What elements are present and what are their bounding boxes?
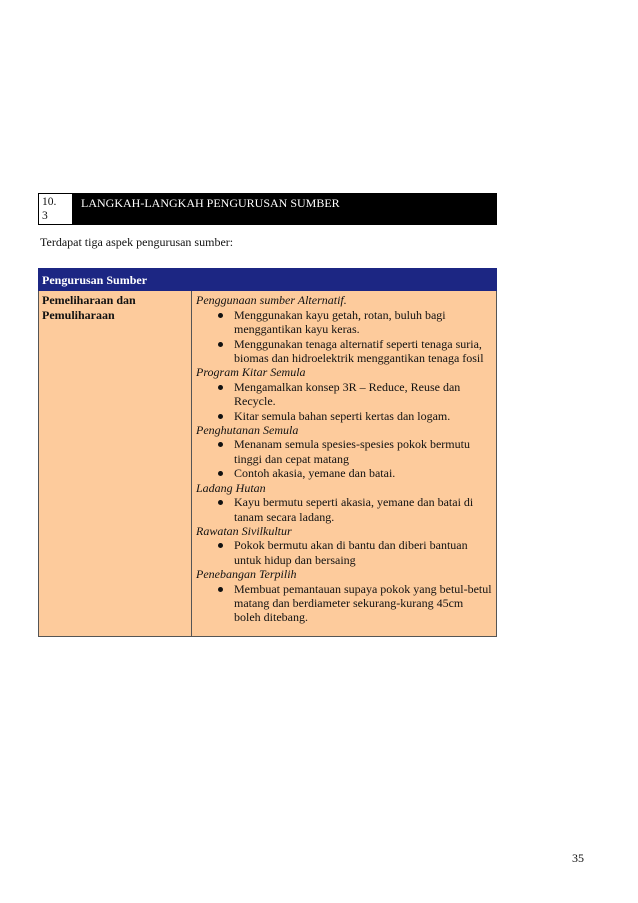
group-title: Rawatan Sivilkultur — [196, 523, 292, 538]
group-title: Penggunaan sumber Alternatif. — [196, 293, 347, 308]
category-cell: Pemeliharaan dan Pemuliharaan — [39, 291, 192, 636]
resource-management-table — [38, 268, 497, 637]
list-item: Pokok bermutu akan di bantu dan diberi bantuan untuk hidup dan bersaing — [196, 538, 492, 567]
table-header-row — [39, 269, 497, 291]
group-selective-logging — [196, 567, 492, 625]
group-alternative — [196, 293, 492, 365]
section-number: 10. 3 — [39, 194, 72, 224]
group-forest-plantation — [196, 481, 492, 524]
group-recycling — [196, 365, 492, 423]
list-item: Membuat pemantauan supaya pokok yang betul-betul matang dan berdiameter sekurang-kurang 45cm boleh ditebang. — [196, 582, 492, 625]
table-header: Pengurusan Sumber — [39, 269, 497, 291]
list-item: Menggunakan tenaga alternatif seperti tenaga suria, biomas dan hidroelektrik menggantikan tenaga fosil — [196, 337, 492, 366]
section-title: LANGKAH-LANGKAH PENGURUSAN SUMBER — [72, 194, 496, 224]
list-item: Mengamalkan konsep 3R – Reduce, Reuse dan Recycle. — [196, 380, 492, 409]
group-silviculture — [196, 524, 492, 567]
list-item: Kayu bermutu seperti akasia, yemane dan batai di tanam secara ladang. — [196, 495, 492, 524]
page-number: 35 — [572, 851, 584, 865]
list-item: Menggunakan kayu getah, rotan, buluh bagi menggantikan kayu keras. — [196, 308, 492, 337]
group-title: Penghutanan Semula — [196, 423, 299, 438]
table-row — [39, 291, 497, 636]
group-reforestation — [196, 423, 492, 481]
intro-text: Terdapat tiga aspek pengurusan sumber: — [40, 235, 234, 249]
section-heading — [38, 193, 497, 225]
list-item: Contoh akasia, yemane dan batai. — [196, 466, 492, 480]
list-item: Menanam semula spesies-spesies pokok bermutu tinggi dan cepat matang — [196, 437, 492, 466]
group-title: Penebangan Terpilih — [196, 567, 297, 582]
list-item: Kitar semula bahan seperti kertas dan logam. — [196, 409, 492, 423]
group-title: Ladang Hutan — [196, 480, 266, 495]
group-title: Program Kitar Semula — [196, 365, 306, 380]
details-cell — [192, 291, 497, 636]
